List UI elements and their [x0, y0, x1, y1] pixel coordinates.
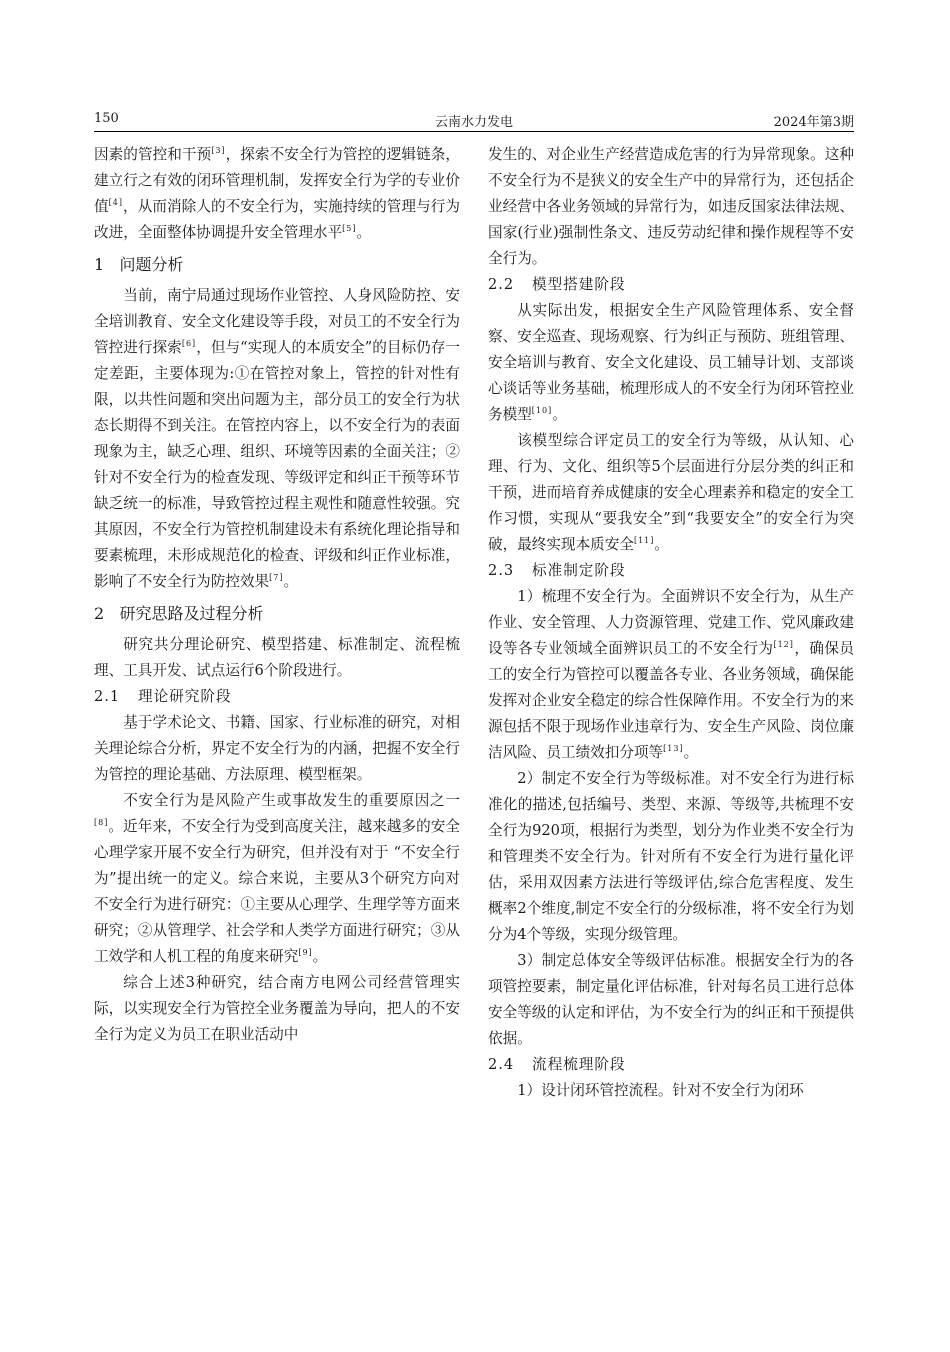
citation: [13] — [663, 744, 684, 753]
citation: [5] — [342, 224, 357, 233]
subsection-heading-2-1: 2.1 理论研究阶段 — [94, 688, 232, 705]
section-heading-1: 1 问题分析 — [94, 255, 184, 274]
paragraph-identify-unsafe-behavior: 1）梳理不安全行为。全面辨识不安全行为，从生产作业、安全管理、人力资源管理、党建工作、党风廉政建设等各专业领域全面辨识员工的不安全行为[12]，确保员工的安全行为管控可以覆盖各专业、各业务领域，确保能发挥对企业安全稳定的综合性保障作用。不安全行为的来源包括不限于现场作业违章行为、安全生产风险、岗位廉洁风险、员工绩效扣分项等[13]。 — [488, 588, 854, 761]
citation: [12] — [773, 640, 794, 649]
journal-name: 云南水力发电 — [434, 115, 513, 130]
section-heading-2: 2 研究思路及过程分析 — [94, 604, 264, 623]
citation: [4] — [108, 198, 123, 207]
citation: [6] — [181, 339, 197, 348]
paragraph-synthesis: 综合上述3种研究，结合南方电网公司经营管理实际，以实现安全行为管控全业务覆盖为导向，把人的不安全行为定义为员工在职业活动中 — [94, 974, 460, 1043]
paragraph-problem-analysis: 当前，南宁局通过现场作业管控、人身风险防控、安全培训教育、安全文化建设等手段，对员工的不安全行为管控进行探索[6]，但与“实现人的本质安全”的目标仍存一定差距，主要体现为:①在管控对象上，管控的针对性有限，以共性问题和突出问题为主，部分员工的安全行为状态长期得不到关注。在管控内容上，以不安全行为的表面现象为主，缺乏心理、组织、环境等因素的全面关注；②针对不安全行为的检查发现、等级评定和纠正干预等环节缺乏统一的标准，导致管控过程主观性和随意性较强。究其原因，不安全行为管控机制建设未有系统化理论指导和要素梳理，未形成规范化的检查、评级和纠正作业标准，影响了不安全行为防控效果[7]。 — [94, 287, 460, 590]
citation: [10] — [531, 406, 553, 415]
paragraph-closed-loop-flow: 1）设计闭环管控流程。针对不安全行为闭环 — [517, 1082, 804, 1099]
paragraph-definition-continued: 发生的、对企业生产经营造成危害的行为异常现象。这种不安全行为不是狭义的安全生产中的异常行为，还包括企业经营中各业务领域的异常行为，如违反国家法律法规、国家(行业)强制性条文、违反劳动纪律和操作规程等不安全行为。 — [488, 146, 854, 267]
subsection-heading-2-2: 2.2 模型搭建阶段 — [488, 276, 626, 293]
subsection-heading-2-3: 2.3 标准制定阶段 — [488, 562, 626, 579]
issue-label: 2024年第3期 — [773, 115, 854, 130]
paragraph-theory-basis: 基于学术论文、书籍、国家、行业标准的研究，对相关理论综合分析，界定不安全行为的内涵，把握不安全行为管控的理论基础、方法原理、模型框架。 — [94, 714, 460, 783]
right-column — [488, 142, 854, 1104]
citation: [7] — [269, 573, 284, 582]
citation: [8] — [94, 818, 109, 827]
page-number: 150 — [94, 111, 119, 126]
citation: [3] — [211, 146, 226, 155]
paragraph-unsafe-behavior-definition: 不安全行为是风险产生或事故发生的重要原因之一[8]。近年来，不安全行为受到高度关注，越来越多的安全心理学家开展不安全行为研究，但并没有对于 “不安全行为”提出统一的定义。综合来说，主要从3个研究方向对不安全行为进行研究：①主要从心理学、生理学等方面来研究；②从管理学、社会学和人类学方面进行研究；③从工效学和人机工程的角度来研究[9]。 — [94, 792, 460, 965]
paragraph-research-stages: 研究共分理论研究、模型搭建、标准制定、流程梳理、工具开发、试点运行6个阶段进行。 — [94, 636, 460, 679]
paragraph-intro-continued: 因素的管控和干预[3]，探索不安全行为管控的逻辑链条，建立行之有效的闭环管理机制，发挥安全行为学的专业价值[4]，从而消除人的不安全行为，实施持续的管理与行为改进，全面整体协调提升安全管理水平[5]。 — [94, 146, 460, 241]
left-column — [94, 142, 460, 1048]
citation: [9] — [298, 948, 313, 957]
paragraph-model-basis: 从实际出发，根据安全生产风险管理体系、安全督察、安全巡查、现场观察、行为纠正与预防、班组管理、安全培训与教育、安全文化建设、员工辅导计划、支部谈心谈话等业务基础，梳理形成人的不安全行为闭环管控业务模型[10]。 — [488, 302, 854, 423]
paragraph-model-evaluation: 该模型综合评定员工的安全行为等级，从认知、心理、行为、文化、组织等5个层面进行分层分类的纠正和干预，进而培育养成健康的安全心理素养和稳定的安全工作习惯，实现从“要我安全”到“我要安全”的安全行为突破，最终实现本质安全[11]。 — [488, 432, 854, 553]
subsection-heading-2-4: 2.4 流程梳理阶段 — [488, 1056, 626, 1073]
citation: [11] — [633, 536, 655, 545]
running-header — [94, 111, 854, 133]
header-rule — [94, 131, 854, 132]
paragraph-overall-evaluation: 3）制定总体安全等级评估标准。根据安全行为的各项管控要素，制定量化评估标准，针对每名员工进行总体安全等级的认定和评估，为不安全行为的纠正和干预提供依据。 — [488, 952, 854, 1047]
paragraph-grading-standard: 2）制定不安全行为等级标准。对不安全行为进行标准化的描述,包括编号、类型、来源、等级等,共梳理不安全行为920项，根据行为类型，划分为作业类不安全行为和管理类不安全行为。针对所有不安全行为进行量化评估，采用双因素方法进行等级评估,综合危害程度、发生概率2个维度,制定不安全行的分级标准，将不安全行为划分为4个等级，实现分级管理。 — [488, 770, 854, 943]
